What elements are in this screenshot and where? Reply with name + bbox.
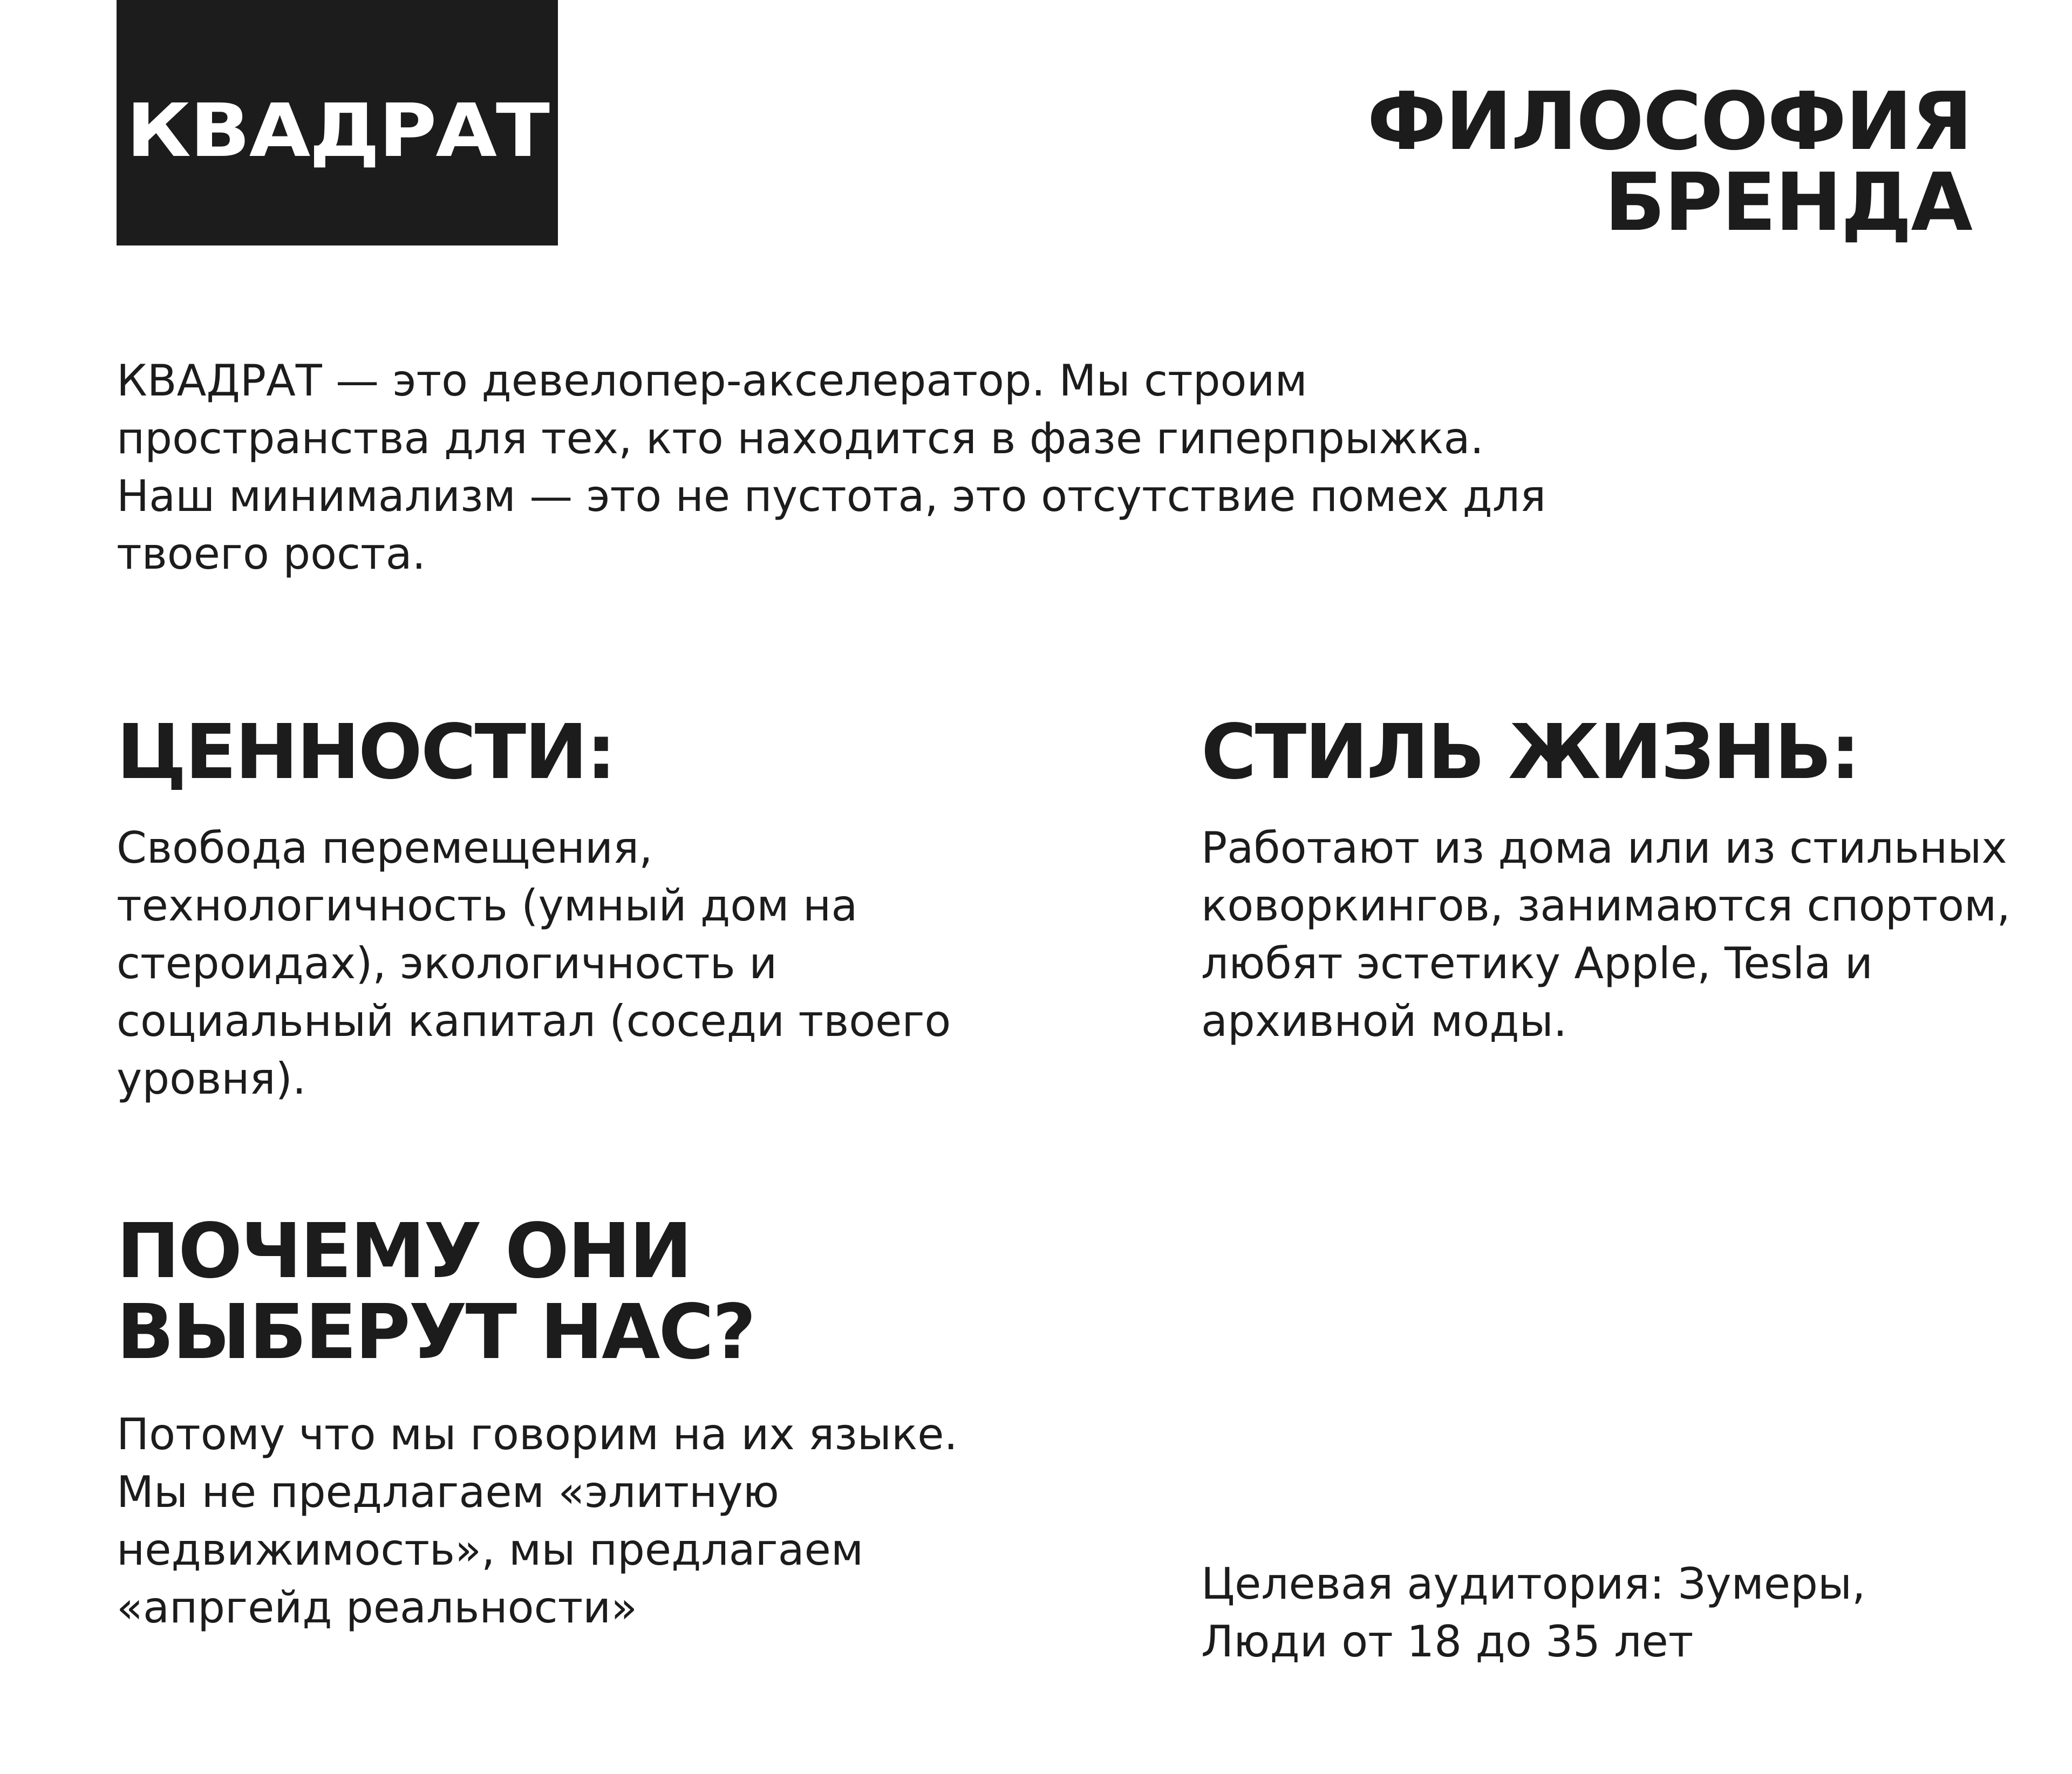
values-body: Свобода перемещения, технологичность (умный дом на стероидах), экологичность и социальный капитал (соседи твоего уровня). [117,823,951,1104]
why-body: Потому что мы говорим на их языке. Мы не предлагаем «элитную недвижимость», мы предлагаем «апргейд реальности» [117,1409,958,1633]
target-audience [1201,1555,2010,1670]
page-title [946,75,1972,249]
page-title-line-2: БРЕНДА [1604,156,1972,249]
lifestyle-section [1201,708,2010,1050]
why-section [117,1207,1034,1636]
lifestyle-body: Работают из дома или из стильных коворкингов, занимаются спортом, любят эстетику Apple, Tesla и архивной моды. [1201,823,2010,1046]
why-heading-line-1: ПОЧЕМУ ОНИ [117,1207,691,1295]
intro-paragraph: КВАДРАТ — это девелопер-акселератор. Мы строим пространства для тех, кто находится в фазе гиперпрыжка. Наш минимализм — это не пустота, это отсутствие помех для твоего роста. [117,356,1546,579]
why-heading-line-2: ВЫБЕРУТ НАС? [117,1288,755,1376]
values-heading: ЦЕННОСТИ: [117,708,615,796]
why-heading [117,1207,1034,1376]
values-section [117,708,1034,1108]
brand-logo-text: КВАДРАТ [126,88,549,174]
target-audience-line-1: Целевая аудитория: Зумеры, [1201,1559,1866,1609]
target-audience-line-2: Люди от 18 до 35 лет [1201,1616,1694,1667]
brand-logo [117,0,558,245]
lifestyle-heading: СТИЛЬ ЖИЗНЬ: [1201,708,1859,796]
page-title-line-1: ФИЛОСОФИЯ [1367,75,1972,168]
